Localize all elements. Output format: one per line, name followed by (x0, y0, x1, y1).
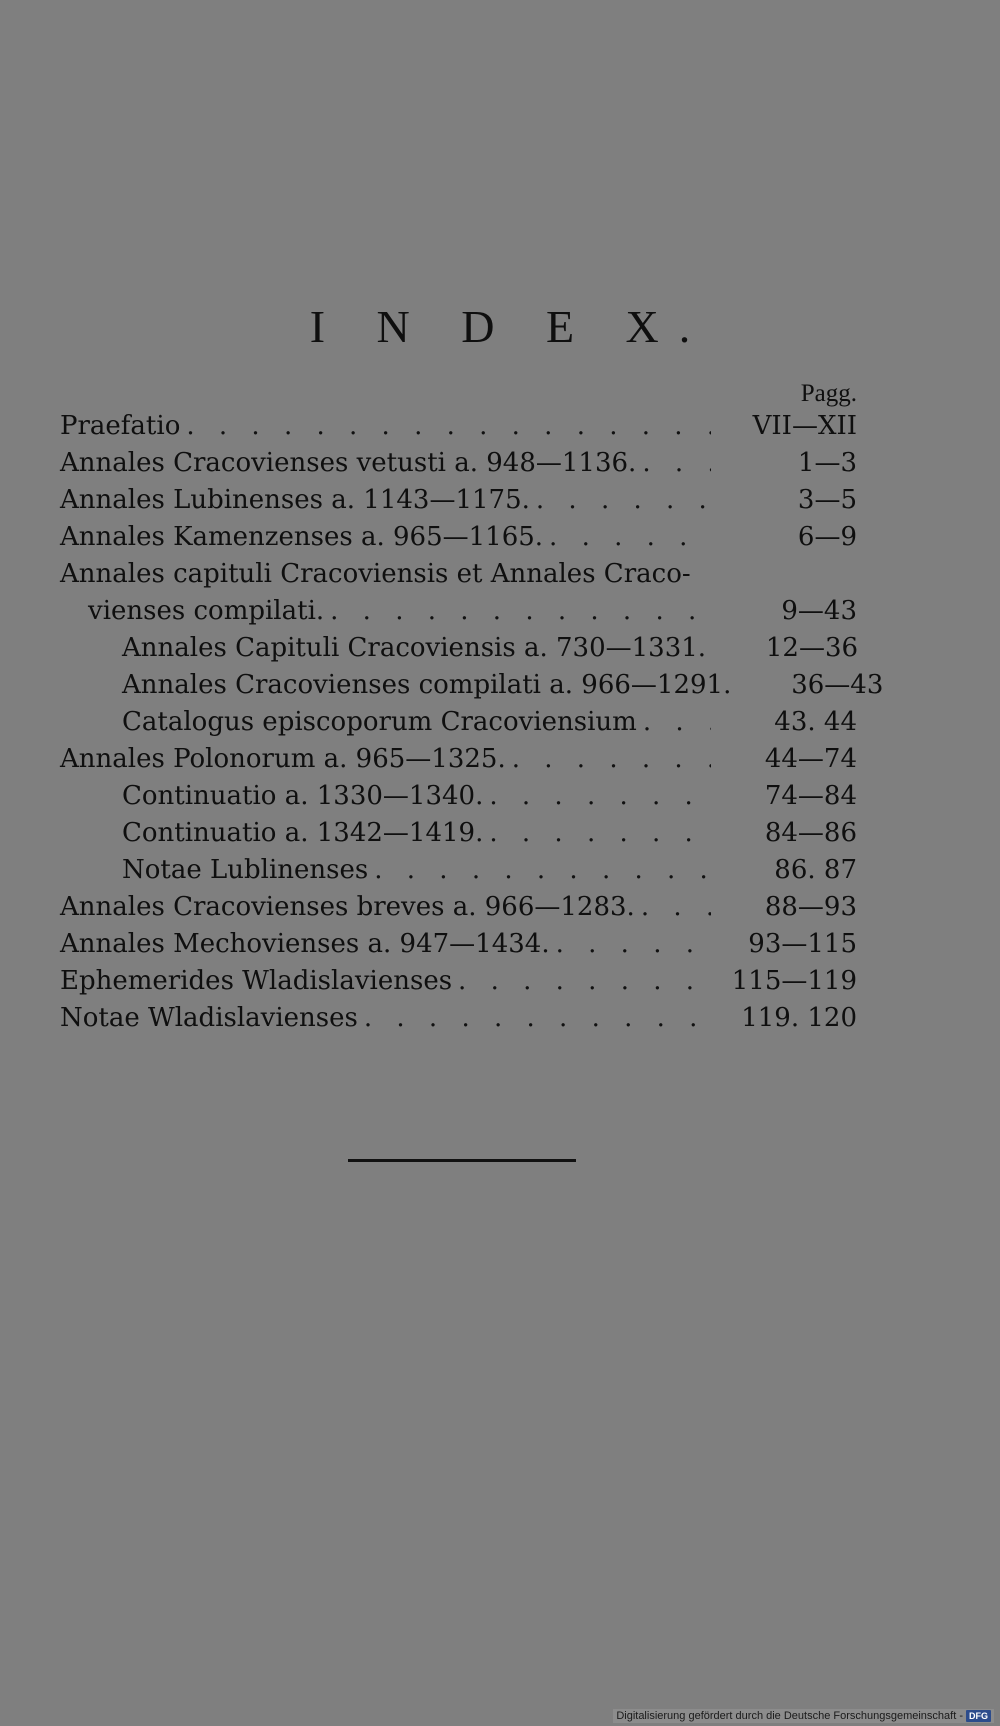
toc-entry (60, 741, 857, 778)
toc-entry-label: Praefatio (60, 411, 181, 441)
digitization-credit (613, 1709, 994, 1723)
toc-entry (60, 1000, 857, 1037)
toc-entry-pages: 12—36 (765, 633, 859, 663)
leader-dots (549, 519, 711, 556)
toc-entry-label: vienses compilati. (88, 596, 325, 626)
table-of-contents (60, 408, 884, 1037)
leader-dots (643, 704, 711, 741)
toc-entry-pages: 119. 120 (741, 1003, 857, 1033)
toc-entry-label: Notae Wladislavienses (60, 1003, 358, 1033)
toc-entry (60, 852, 857, 889)
toc-entry-pages: 36—43 (791, 670, 884, 700)
toc-entry-pages: 115—119 (731, 966, 857, 996)
toc-entry (60, 963, 857, 1000)
toc-entry-label: Annales Kamenzenses a. 965—1165. (60, 522, 544, 552)
toc-entry (60, 926, 857, 963)
toc-entry (60, 630, 857, 667)
toc-entry-label: Ephemerides Wladislavienses (60, 966, 453, 996)
index-title: I N D E X. (309, 301, 711, 352)
toc-entry-pages: 84—86 (764, 818, 857, 848)
leader-dots (556, 926, 711, 963)
toc-entry (60, 889, 857, 926)
leader-dots (512, 741, 711, 778)
pages-column-header: Pagg. (800, 380, 857, 407)
toc-entry-label: Annales Lubinenses a. 1143—1175. (60, 485, 530, 515)
toc-entry-pages: 9—43 (781, 596, 857, 626)
toc-entry (60, 593, 857, 630)
credit-text: Digitalisierung gefördert durch die Deutsche Forschungsgemeinschaft - (616, 1710, 963, 1722)
toc-entry-pages: 88—93 (764, 892, 857, 922)
leader-dots (458, 963, 711, 1000)
toc-entry (60, 408, 857, 445)
toc-entry-pages: 1—3 (797, 448, 857, 478)
leader-dots (364, 1000, 711, 1037)
toc-entry-label: Annales Capituli Cracoviensis a. 730—1331. (122, 633, 707, 663)
toc-entry (60, 482, 857, 519)
toc-entry-label: Annales Cracovienses breves a. 966—1283. (60, 892, 635, 922)
toc-entry-label: Annales capituli Cracoviensis et Annales Craco- (60, 559, 691, 589)
toc-entry-pages: VII—XII (752, 411, 857, 441)
toc-entry-pages: 86. 87 (774, 855, 857, 885)
toc-entry-pages: 74—84 (764, 781, 857, 811)
leader-dots (642, 445, 711, 482)
toc-entry (60, 445, 857, 482)
leader-dots (374, 852, 711, 889)
toc-entry-pages: 6—9 (797, 522, 857, 552)
leader-dots (489, 815, 711, 852)
section-divider (348, 1159, 576, 1162)
leader-dots (330, 593, 711, 630)
toc-entry-pages: 44—74 (764, 744, 857, 774)
toc-entry (60, 704, 857, 741)
leader-dots (186, 408, 711, 445)
toc-entry-label: Continuatio a. 1342—1419. (122, 818, 484, 848)
toc-entry-pages: 43. 44 (774, 707, 857, 737)
toc-entry (60, 519, 857, 556)
toc-entry-label: Catalogus episcoporum Cracoviensium (122, 707, 637, 737)
toc-entry-label: Notae Lublinenses (122, 855, 369, 885)
toc-entry-label: Annales Cracovienses compilati a. 966—1291. (122, 670, 732, 700)
toc-entry-label: Continuatio a. 1330—1340. (122, 781, 484, 811)
toc-entry-label: Annales Polonorum a. 965—1325. (60, 744, 506, 774)
toc-entry (60, 556, 857, 593)
toc-entry-label: Annales Cracovienses vetusti a. 948—1136. (60, 448, 637, 478)
toc-entry (60, 667, 884, 704)
leader-dots (489, 778, 711, 815)
dfg-logo: DFG (966, 1710, 991, 1722)
toc-entry-pages: 3—5 (797, 485, 857, 515)
toc-entry-label: Annales Mechovienses a. 947—1434. (60, 929, 550, 959)
toc-entry-pages: 93—115 (748, 929, 857, 959)
toc-entry (60, 815, 857, 852)
leader-dots (536, 482, 711, 519)
toc-entry (60, 778, 857, 815)
leader-dots (641, 889, 711, 926)
